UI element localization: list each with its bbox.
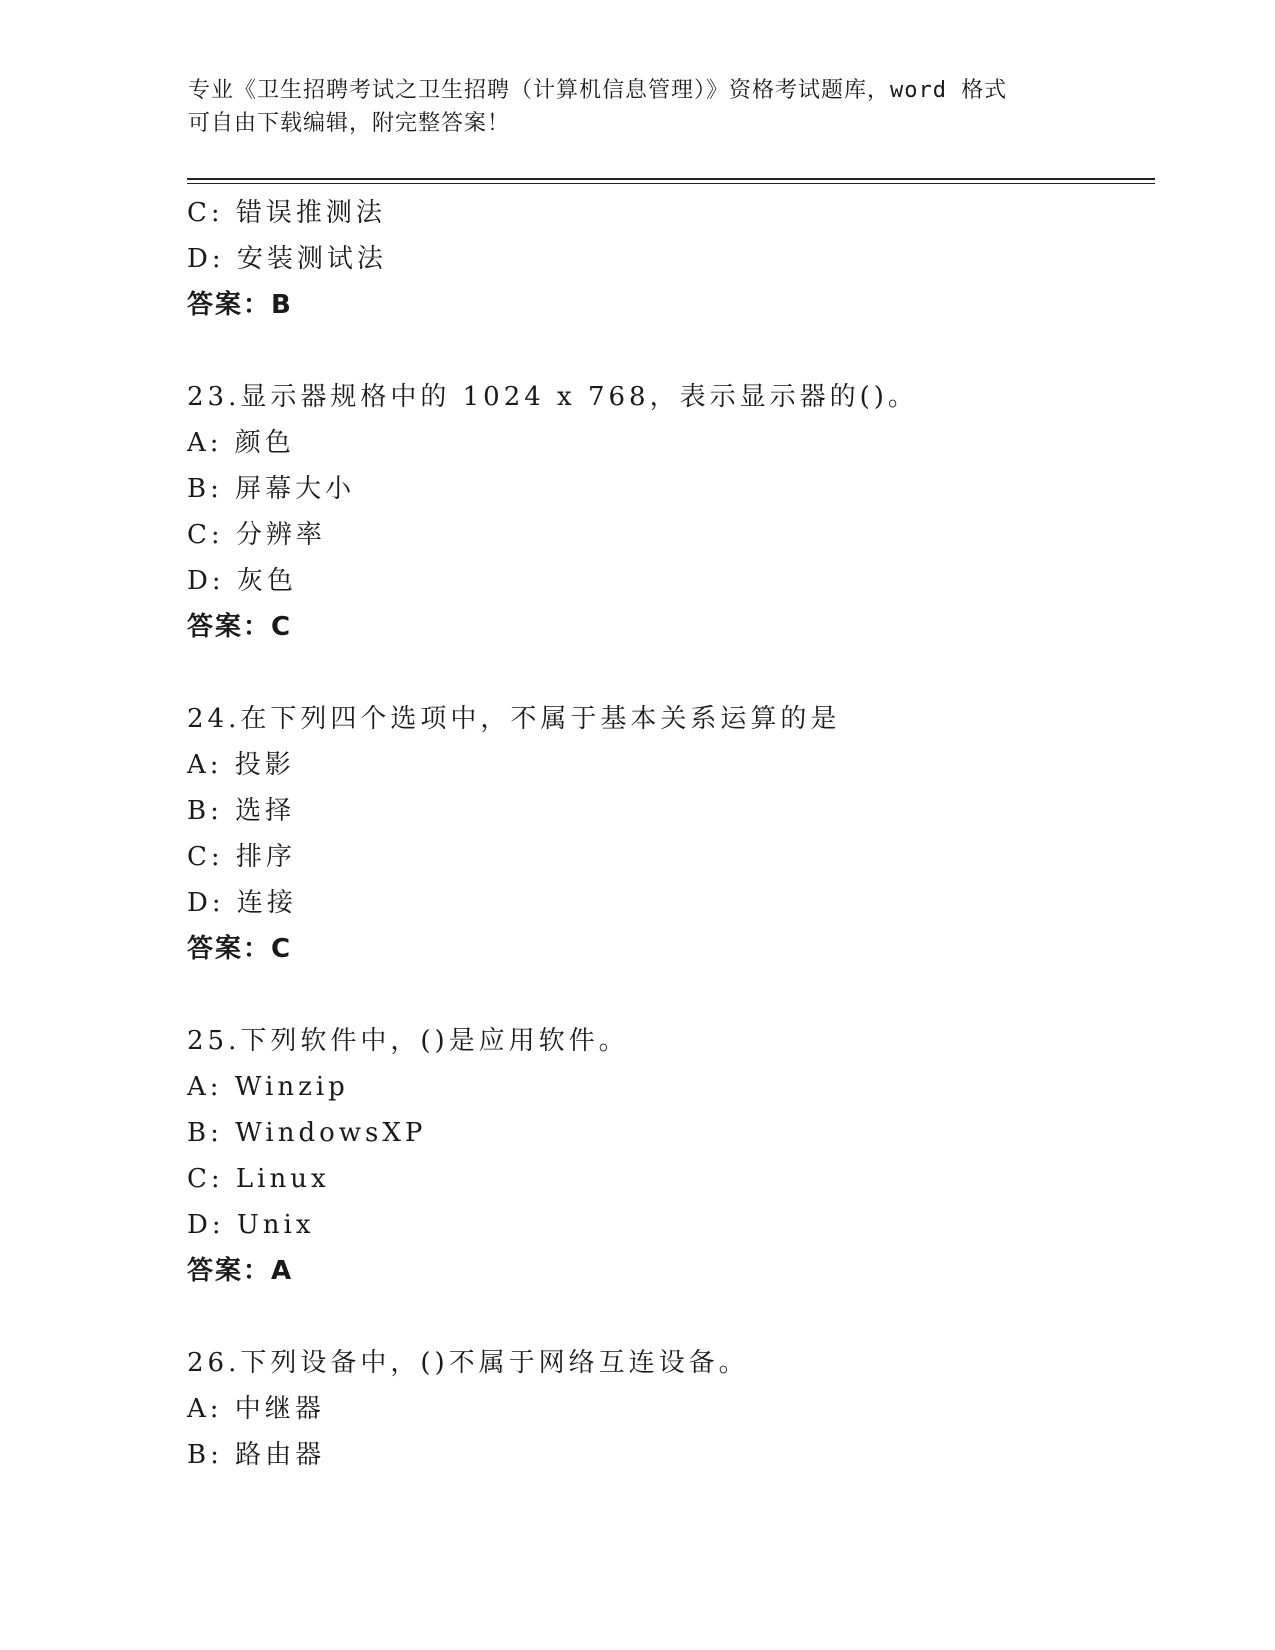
spacer	[187, 972, 1155, 1018]
option-d: D: 连接	[187, 888, 297, 918]
option-c: C: 排序	[187, 842, 296, 872]
option-d: D: 灰色	[187, 566, 297, 596]
option-a: A: 投影	[187, 750, 295, 780]
question-stem: 25.下列软件中，()是应用软件。	[187, 1026, 629, 1056]
header-divider-thick	[187, 178, 1155, 180]
question-prev	[187, 190, 1155, 328]
question-stem: 26.下列设备中，()不属于网络互连设备。	[187, 1348, 749, 1378]
question-list	[187, 190, 1155, 1478]
question-24	[187, 696, 1155, 972]
option-a: A: 中继器	[187, 1394, 325, 1424]
header-divider-thin	[187, 183, 1155, 184]
spacer	[187, 1294, 1155, 1340]
question-stem: 23.显示器规格中的 1024 x 768，表示显示器的()。	[187, 382, 918, 412]
option-a: A: 颜色	[187, 428, 295, 458]
option-c: C: 错误推测法	[187, 198, 386, 228]
option-b: B: 屏幕大小	[187, 474, 356, 504]
answer-label: 答案：B	[187, 290, 293, 320]
question-23	[187, 374, 1155, 650]
option-a: A: Winzip	[187, 1072, 349, 1102]
question-stem: 24.在下列四个选项中，不属于基本关系运算的是	[187, 704, 841, 734]
option-b: B: 路由器	[187, 1440, 326, 1470]
page-header	[188, 74, 1068, 140]
spacer	[187, 650, 1155, 696]
spacer	[187, 328, 1155, 374]
option-b: B: WindowsXP	[187, 1118, 427, 1148]
option-b: B: 选择	[187, 796, 296, 826]
answer-label: 答案：A	[187, 1256, 294, 1286]
question-26	[187, 1340, 1155, 1478]
option-d: D: 安装测试法	[187, 244, 387, 274]
answer-label: 答案：C	[187, 612, 293, 642]
header-line-2: 可自由下载编辑，附完整答案！	[188, 111, 511, 136]
option-c: C: 分辨率	[187, 520, 326, 550]
answer-label: 答案：C	[187, 934, 293, 964]
question-25	[187, 1018, 1155, 1294]
option-c: C: Linux	[187, 1164, 330, 1194]
header-line-1: 专业《卫生招聘考试之卫生招聘（计算机信息管理）》资格考试题库，word 格式	[188, 78, 1008, 103]
option-d: D: Unix	[187, 1210, 315, 1240]
